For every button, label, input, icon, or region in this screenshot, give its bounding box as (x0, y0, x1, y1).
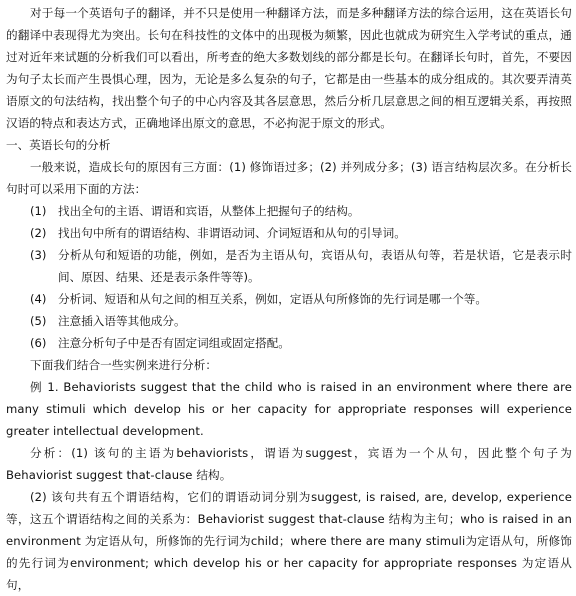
list-item (6, 310, 572, 332)
section-intro-paragraph: 一般来说，造成长句的原因有三方面：(1) 修饰语过多；(2) 并列成分多；(3) 语言结构层次多。在分析长句时可以采用下面的方法： (6, 160, 572, 196)
list-item-text: 找出句中所有的谓语结构、非谓语动词、介词短语和从句的引导词。 (58, 226, 406, 240)
list-item-text: 注意插入语等其他成分。 (58, 314, 186, 328)
list-item-number: (6) (30, 336, 47, 350)
list-item-number: (1) (30, 204, 47, 218)
list-item (6, 244, 572, 288)
analysis-point-2: (2) 该句共有五个谓语结构，它们的谓语动词分别为suggest, is raised, are, develop, experience等，这五个谓语结构之间的关系为：Behaviorist suggest that-clause 结构为主句；who is raised in an environment 为定语从句，所修饰的先行词为child；where there are many stimuli为定语从句，所修饰的先行词为environment; which develop his or her capacity for appropriate responses 为定语从句， (6, 490, 572, 592)
analysis-steps-list (6, 200, 572, 354)
analysis-point-1: 分析：(1) 该句的主语为behaviorists，谓语为suggest，宾语为一个从句，因此整个句子为Behaviorist suggest that-clause 结构。 (6, 446, 572, 482)
list-item-number: (4) (30, 292, 47, 306)
examples-intro: 下面我们结合一些实例来进行分析： (30, 358, 218, 372)
section-heading: 一、英语长句的分析 (6, 138, 111, 152)
example-sentence: 例 1. Behaviorists suggest that the child who is raised in an environment where there are many stimuli which develop his or her capacity for appropriate responses will experience greater intellectual development. (6, 380, 572, 438)
list-item (6, 200, 572, 222)
intro-paragraph: 对于每一个英语句子的翻译，并不只是使用一种翻译方法，而是多种翻译方法的综合运用，这在英语长句的翻译中表现得尤为突出。长句在科技性的文体中的出现极为频繁，因此也就成为研究生入学考试的重点，通过对近年来试题的分析我们可以看出，所考查的绝大多数划线的部分都是长句。在翻译长句时，首先，不要因为句子太长而产生畏惧心理，因为，无论是多么复杂的句子，它都是由一些基本的成分组成的。其次要弄清英语原文的句法结构，找出整个句子的中心内容及其各层意思，然后分析几层意思之间的相互逻辑关系，再按照汉语的特点和表达方式，正确地译出原文的意思，不必拘泥于原文的形式。 (6, 6, 572, 130)
list-item-text: 分析词、短语和从句之间的相互关系，例如，定语从句所修饰的先行词是哪一个等。 (58, 292, 487, 306)
list-item-number: (3) (30, 248, 47, 262)
list-item-number: (2) (30, 226, 47, 240)
list-item-text: 找出全句的主语、谓语和宾语，从整体上把握句子的结构。 (58, 204, 360, 218)
list-item-text: 分析从句和短语的功能，例如，是否为主语从句，宾语从句，表语从句等，若是状语，它是表示时间、原因、结果、还是表示条件等等)。 (58, 248, 572, 284)
list-item (6, 288, 572, 310)
list-item (6, 332, 572, 354)
list-item-text: 注意分析句子中是否有固定词组或固定搭配。 (58, 336, 290, 350)
list-item-number: (5) (30, 314, 47, 328)
list-item (6, 222, 572, 244)
